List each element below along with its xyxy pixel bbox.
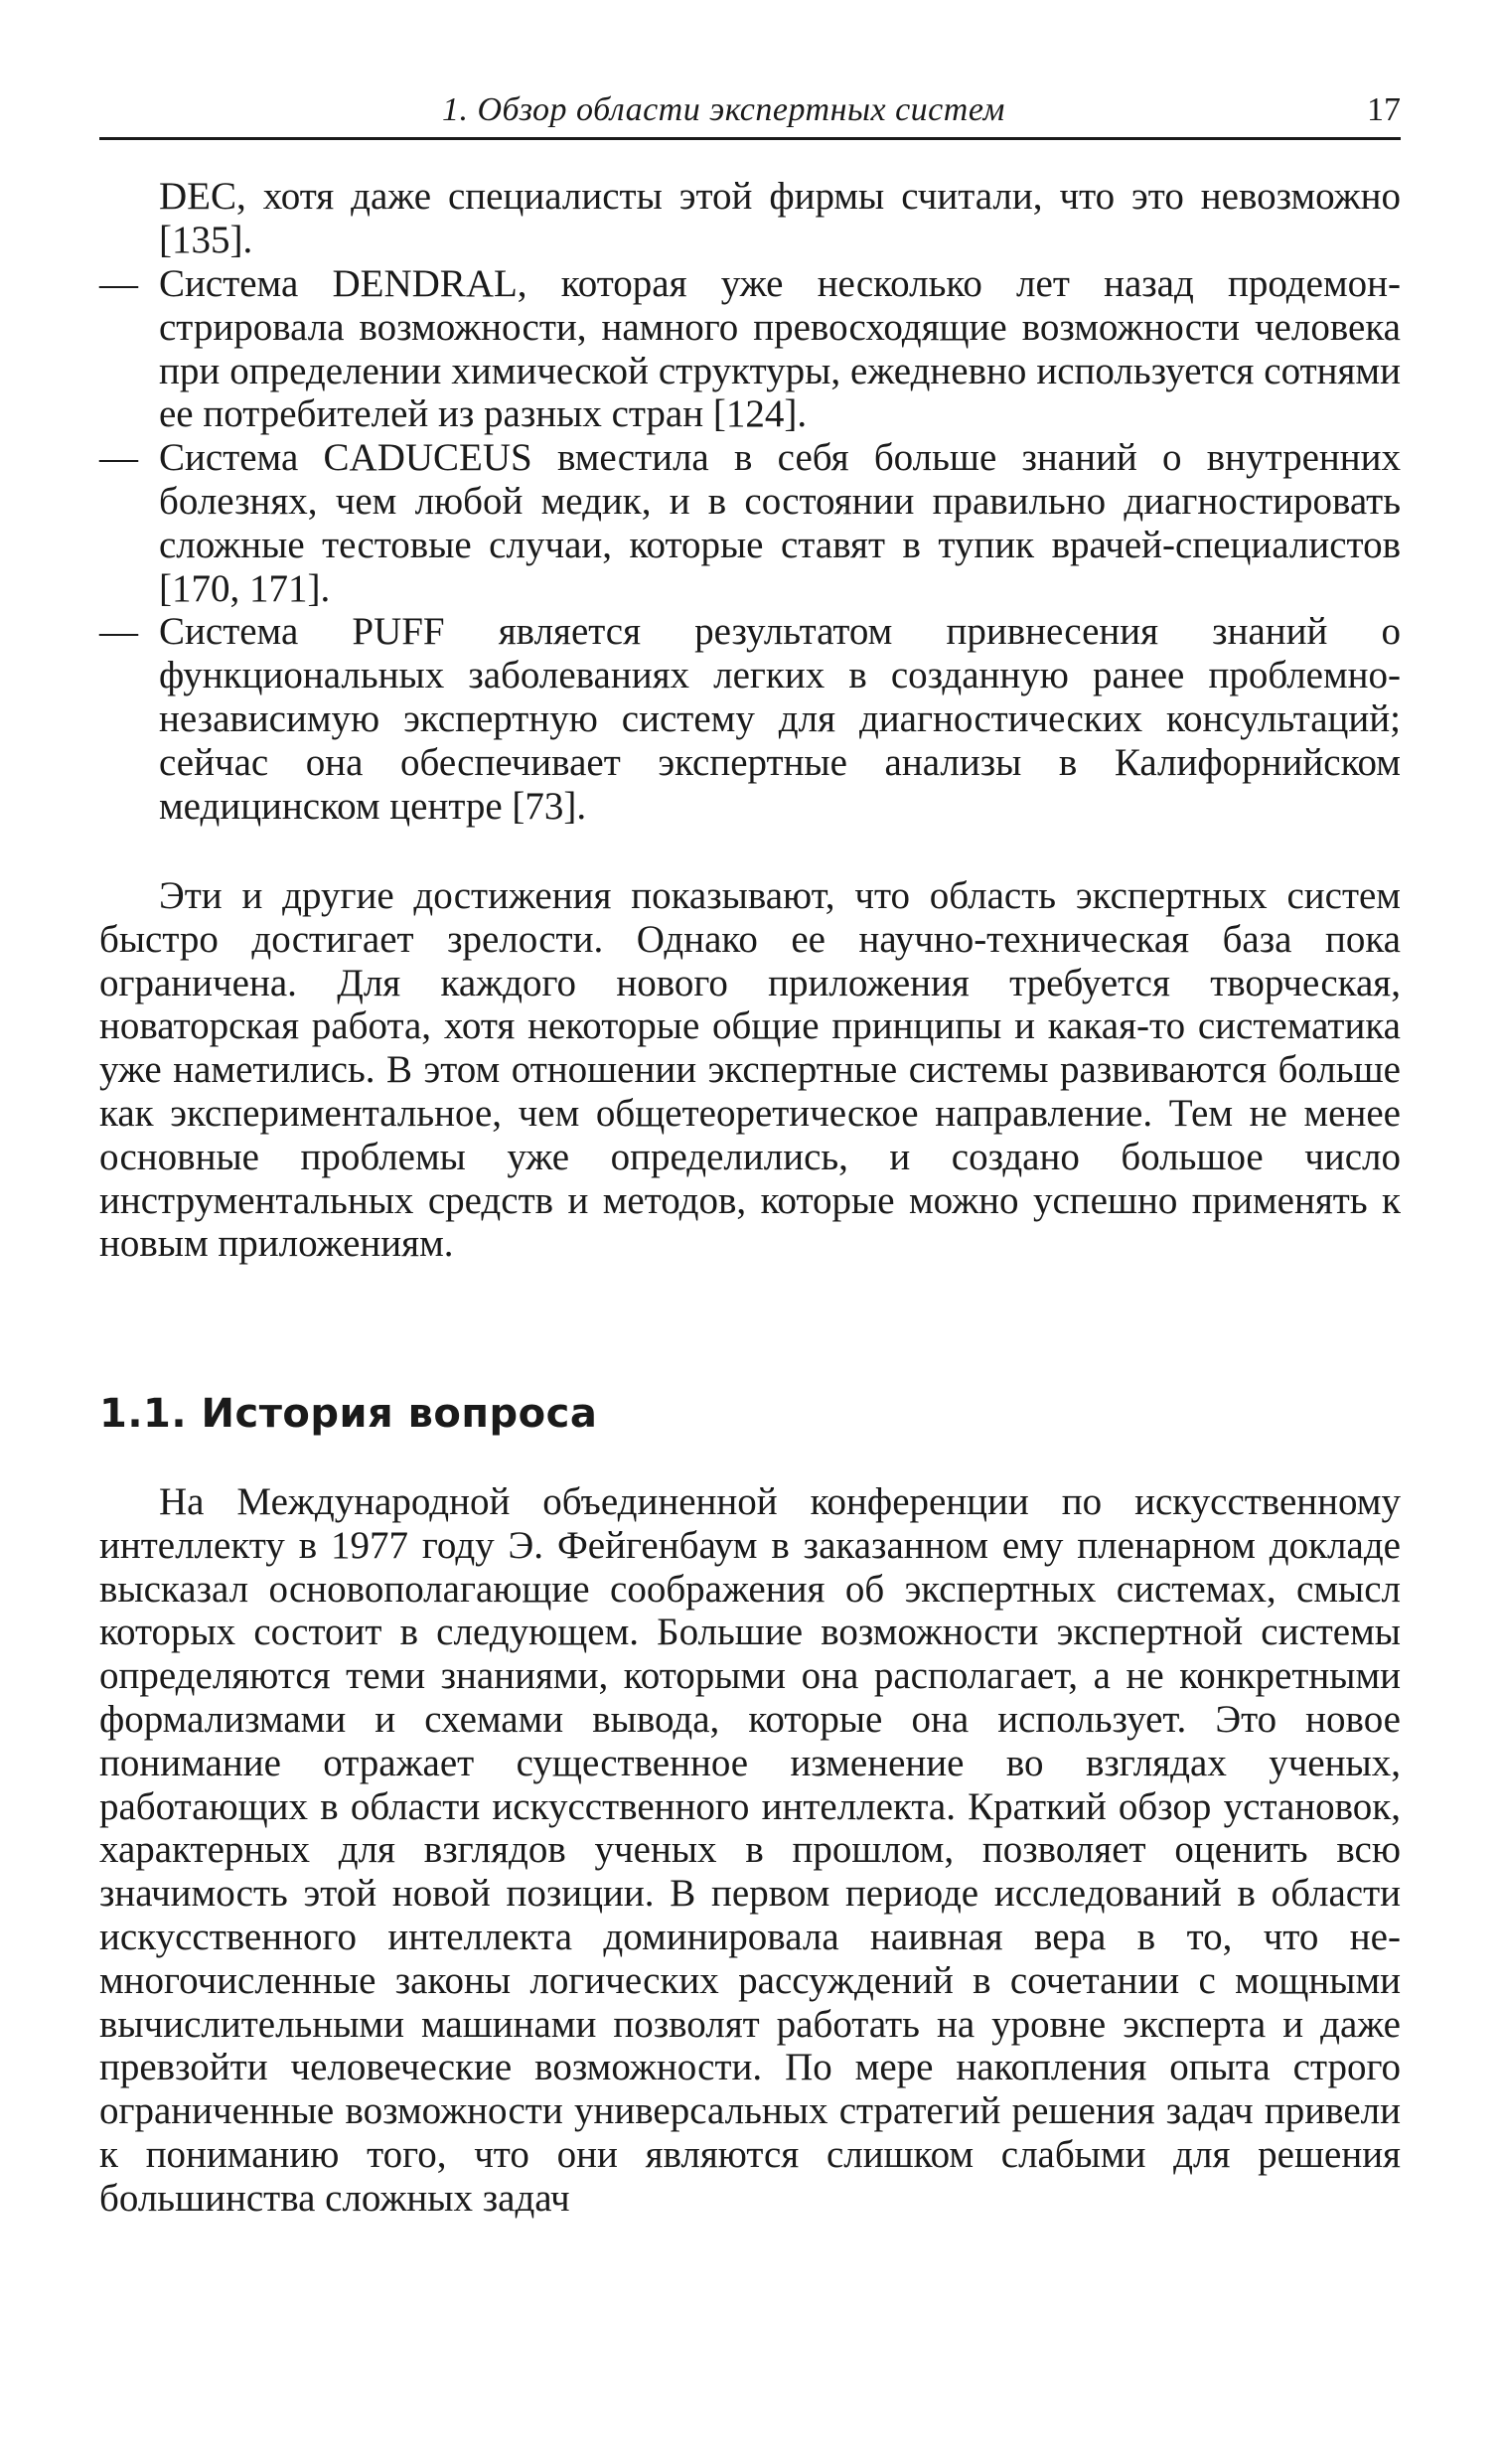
list-item-text: Система CADUCEUS вместила в себя больше знаний о внутренних болезнях, чем любой медик, и в состоянии правильно диагностировать сложные тестовые случаи, которые ставят в тупик врачей-специалистов [170, 171].	[159, 436, 1401, 610]
body-paragraph-2: На Международной объединенной конференции по искусственному интеллекту в 1977 году Э. Фейгенбаум в заказанном ему пленарном докладе высказал основополагающие соображения об экспертных системах, смысл которых состоит в следующем. Большие возможности экспертной системы определяются теми знаниями, которыми она располагает, а не конкретными формализмами и схемами вывода, которые она использует. Это новое понимание отражает существенное изменение во взглядах ученых, работающих в области искусственного интеллекта. Краткий обзор установок, характерных для взглядов ученых в прошлом, позволяет оценить всю значимость этой новой позиции. В первом периоде исследований в области искусственного интеллекта доминировала наивная вера в то, что немногочисленные законы логических рассуждений в сочетании с мощными вычислительными машинами позволят работать на уровне эксперта и даже превзойти человеческие возможности. По мере накопления опыта строго ограниченные возможности универсальных стратегий решения задач привели к пониманию того, что они являются слишком слабыми для решения большинства сложных задач	[99, 1480, 1401, 2220]
continuation-text: DEC, хотя даже специалисты этой фирмы считали, что это невозможно [135].	[159, 175, 1401, 261]
body-paragraph-1: Эти и другие достижения показывают, что область экспертных систем быстро достигает зрелости. Однако ее научно-техническая база пока ограничена. Для каждого нового приложения требуется творческая, новаторская работа, хотя некоторые общие принципы и какая-то систематика уже наметились. В этом отношении экспертные системы развиваются больше как экспериментальное, чем общетеоретическое направление. Тем не менее основные проблемы уже определились, и создано большое число инструментальных средств и методов, которые можно успешно применять к новым приложениям.	[99, 874, 1401, 1266]
list-dash: —	[99, 436, 138, 480]
running-title: 1. Обзор области экспертных систем	[442, 91, 1005, 128]
achievements-list	[99, 262, 1401, 828]
section-number: 1.1.	[99, 1391, 188, 1437]
list-item	[99, 436, 1401, 610]
list-item-text: Система DENDRAL, которая уже несколько лет назад продемонстрировала возможности, намного превосходящие возможности человека при определении химической структуры, ежедневно используется сотнями ее потребителей из разных стран [124].	[159, 262, 1401, 436]
running-header	[99, 87, 1401, 140]
section-heading	[99, 1391, 597, 1437]
list-item	[99, 262, 1401, 436]
list-dash: —	[99, 262, 138, 305]
page-number: 17	[1367, 91, 1401, 128]
list-item-text: Система PUFF является результатом привнесения знаний о функциональных заболеваниях легких в созданную ранее проблемно-независимую экспертную систему для диагностических консультаций; сейчас она обеспечивает экспертные анализы в Калифорнийском медицинском центре [73].	[159, 610, 1401, 828]
section-title: История вопроса	[201, 1391, 598, 1437]
list-item	[99, 610, 1401, 828]
list-dash: —	[99, 610, 138, 654]
